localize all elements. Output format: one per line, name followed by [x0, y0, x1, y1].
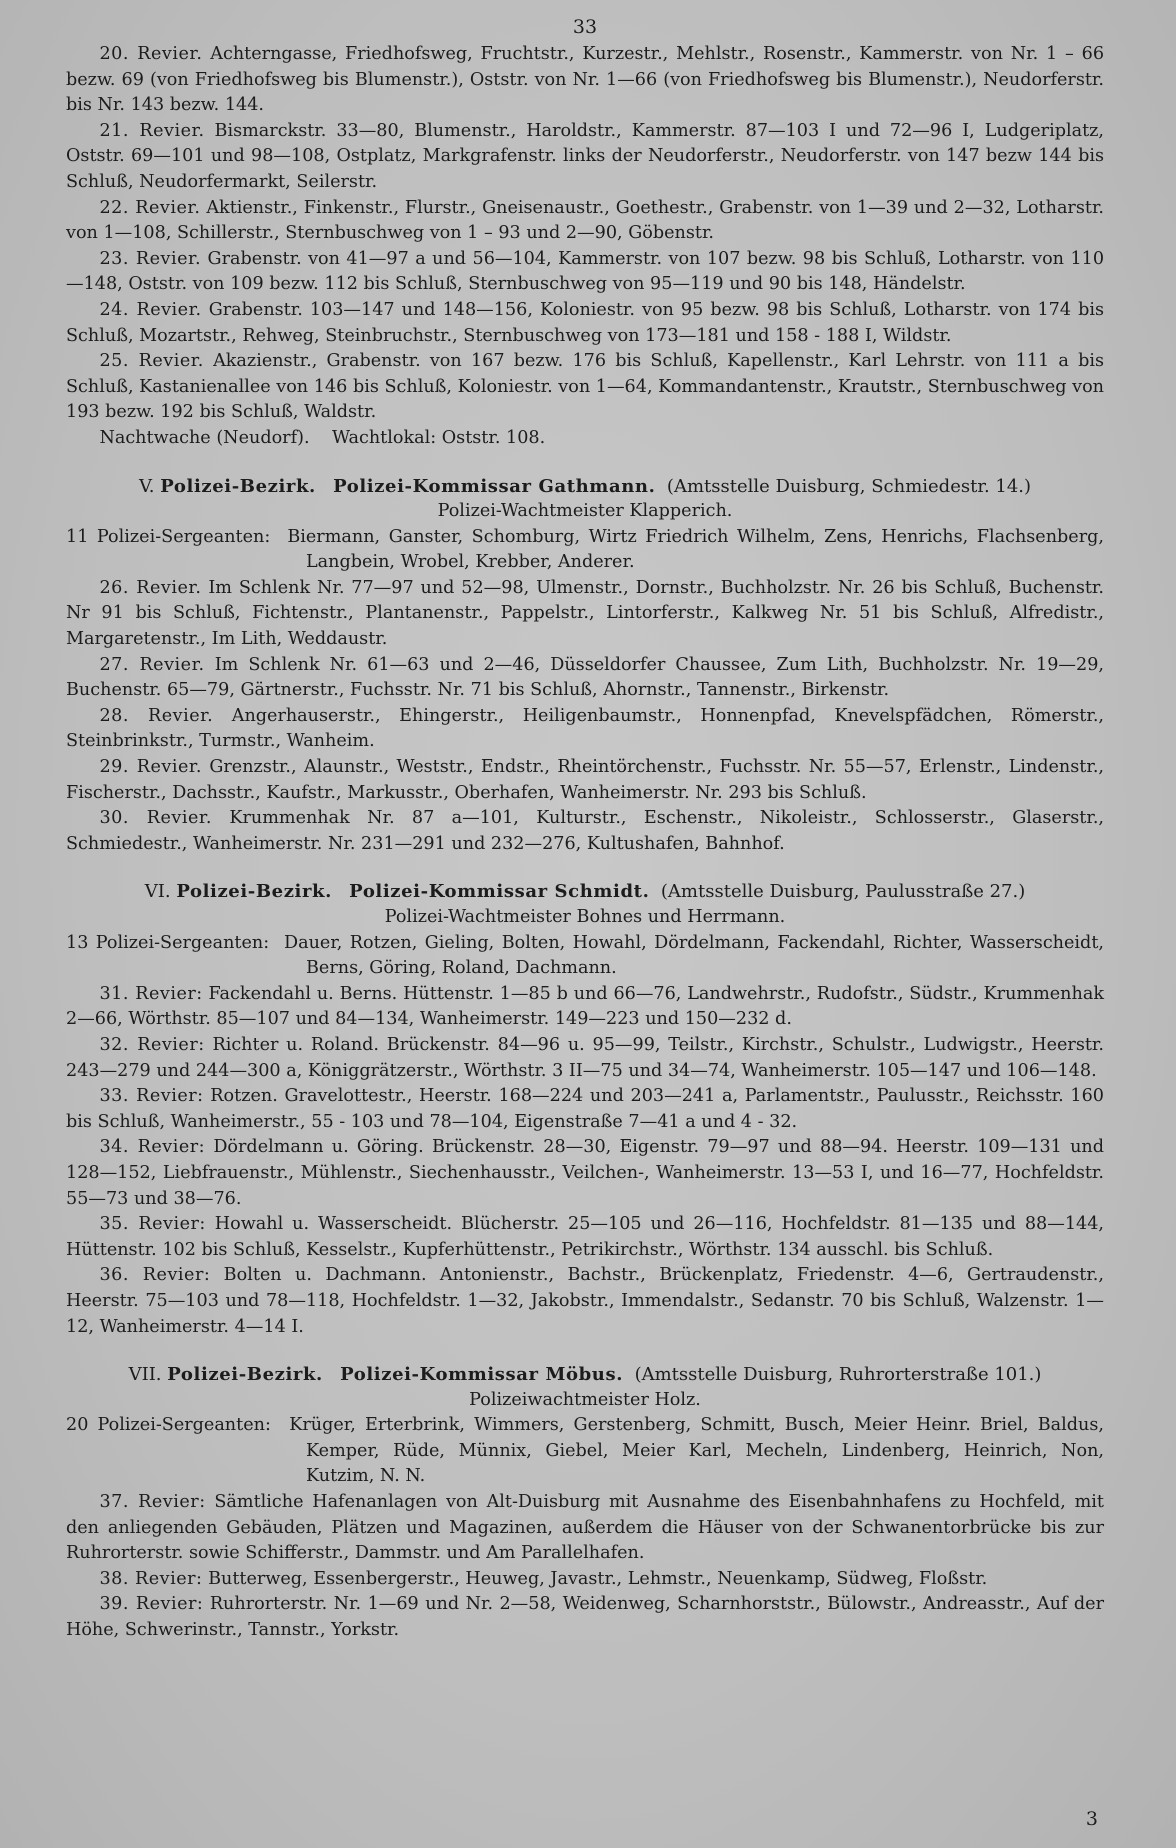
- revier-streets: Aktienstr., Finkenstr., Flurstr., Gneisenaustr., Goethestr., Grabenstr. von 1—39 und 2—32, Lotharstr. von 1—108, Schillerstr., Sternbuschweg von 1 – 93 und 2—90, Göbenstr.: [66, 197, 1105, 244]
- sergeants-list: [66, 525, 1104, 576]
- district-title: Polizei-Bezirk.: [176, 881, 332, 903]
- district-commissioner: Polizei-Kommissar Gathmann.: [333, 475, 656, 497]
- revier-entry: [66, 755, 1104, 806]
- revier-streets: Akazienstr., Grabenstr. von 167 bezw. 176 bis Schluß, Kapellenstr., Karl Lehrstr. von 111 a bis Schluß, Kastanienallee von 146 bis Schluß, Koloniestr. von 1—64, Kommandantenstr., Krautstr., Sternbuschweg von 193 bezw. 192 bis Schluß, Waldstr.: [66, 351, 1105, 423]
- revier-entry: [66, 704, 1104, 755]
- sergeants-list: [66, 1413, 1104, 1490]
- revier-entry: [66, 247, 1104, 298]
- revier-label: 21. Revier.: [99, 120, 205, 141]
- revier-streets: Im Schlenk Nr. 61—63 und 2—46, Düsseldorfer Chaussee, Zum Lith, Buchholzstr. Nr. 19—29, Buchenstr. 65—79, Gärtnerstr., Fuchsstr. Nr. 71 bis Schluß, Ahornstr., Tannenstr., Birkenstr.: [66, 654, 1105, 701]
- revier-label: 38. Revier:: [99, 1568, 203, 1589]
- sergeants-names: Krüger, Erterbrink, Wimmers, Gerstenberg, Schmitt, Busch, Meier Heinr. Briel, Baldus, Kemper, Rüde, Münnix, Giebel, Meier Karl, Mecheln, Lindenberg, Heinrich, Non, Kutzim, N. N.: [289, 1415, 1104, 1487]
- revier-streets: Bolten u. Dachmann. Antonienstr., Bachstr., Brückenplatz, Friedenstr. 4—6, Gertraudenstr., Heerstr. 75—103 und 78—118, Hochfeldstr. 1—32, Jakobstr., Immendalstr., Sedanstr. 70 bis Schluß, Walzenstr. 1—12, Wanheimerstr. 4—14 I.: [66, 1265, 1104, 1337]
- district-title: Polizei-Bezirk.: [160, 475, 316, 497]
- revier-streets: Rotzen. Gravelottestr., Heerstr. 168—224 und 203—241 a, Parlamentstr., Paulusstr., Reichsstr. 160 bis Schluß, Wanheimerstr., 55 - 103 und 78—104, Eigenstraße 7—41 a und 4 - 32.: [66, 1086, 1104, 1132]
- revier-label: 39. Revier:: [99, 1594, 204, 1615]
- revier-entry: [66, 1263, 1104, 1340]
- district-numeral: V.: [138, 475, 155, 497]
- revier-label: 34. Revier:: [99, 1137, 206, 1158]
- sergeants-label: 20 Polizei-Sergeanten:: [66, 1415, 271, 1436]
- district-office: (Amtsstelle Duisburg, Paulusstraße 27.): [660, 881, 1026, 903]
- district-office: (Amtsstelle Duisburg, Schmiedestr. 14.): [666, 475, 1032, 497]
- revier-streets: Dördelmann u. Göring. Brückenstr. 28—30, Eigenstr. 79—97 und 88—94. Heerstr. 109—131 und 128—152, Liebfrauenstr., Mühlenstr., Siechenhausstr., Veilchen-, Wanheimerstr. 13—53 I, und 16—77, Hochfeldstr. 55—73 und 38—76.: [66, 1137, 1105, 1209]
- revier-streets: Bismarckstr. 33—80, Blumenstr., Haroldstr., Kammerstr. 87—103 I und 72—96 I, Ludgeriplatz, Oststr. 69—101 und 98—108, Ostplatz, Markgrafenstr. links der Neudorferstr., Neudorferstr. von 147 bezw 144 bis Schluß, Neudorfermarkt, Seilerstr.: [66, 120, 1105, 192]
- revier-entry: [66, 1033, 1104, 1084]
- sergeant-major: Polizeiwachtmeister Holz.: [469, 1389, 701, 1410]
- revier-label: 30. Revier.: [99, 808, 212, 829]
- revier-entry: [66, 1135, 1104, 1212]
- revier-label: 25. Revier.: [99, 351, 204, 372]
- district-title: Polizei-Bezirk.: [167, 1364, 323, 1386]
- revier-entry: [66, 982, 1104, 1033]
- revier-entry: [66, 1212, 1104, 1263]
- revier-streets: Angerhauserstr., Ehingerstr., Heiligenbaumstr., Honnenpfad, Knevelspfädchen, Römerstr., Steinbrinkstr., Turmstr., Wanheim.: [66, 705, 1105, 752]
- revier-label: 22. Revier.: [99, 197, 201, 218]
- revier-streets: Howahl u. Wasserscheidt. Blücherstr. 25—105 und 26—116, Hochfeldstr. 81—135 und 88—144, Hüttenstr. 102 bis Schluß, Kesselstr., Kupferhüttenstr., Petrikirchstr., Wörthstr. 134 ausschl. bis Schluß.: [66, 1214, 1104, 1260]
- revier-label: 26. Revier.: [99, 577, 202, 598]
- revier-entry: [66, 298, 1104, 349]
- revier-entry: [66, 576, 1104, 653]
- revier-entry: [66, 1490, 1104, 1567]
- district-commissioner: Polizei-Kommissar Möbus.: [340, 1364, 624, 1386]
- sergeants-label: 13 Polizei-Sergeanten:: [66, 932, 270, 953]
- district-v-section: [66, 474, 1104, 858]
- night-watch-entry: [66, 426, 1104, 452]
- revier-label: 37. Revier:: [99, 1492, 206, 1513]
- district-commissioner: Polizei-Kommissar Schmidt.: [349, 881, 650, 903]
- page-number: 33: [572, 16, 598, 38]
- revier-entry: [66, 1084, 1104, 1135]
- district-heading: [66, 1362, 1104, 1388]
- revier-label: 29. Revier.: [99, 757, 202, 778]
- night-watch-label: Nachtwache (Neudorf).: [99, 427, 310, 448]
- district-numeral: VI.: [144, 881, 171, 903]
- document-body: [66, 42, 1104, 1644]
- revier-entry: [66, 42, 1104, 119]
- sergeants-list: [66, 931, 1104, 982]
- night-watch-location: Wachtlokal: Oststr. 108.: [331, 427, 546, 448]
- revier-label: 23. Revier.: [99, 248, 202, 269]
- revier-streets: Sämtliche Hafenanlagen von Alt-Duisburg mit Ausnahme des Eisenbahnhafens zu Hochfeld, mit den anliegenden Gebäuden, Plätzen und Magazinen, außerdem die Häuser von der Schwanentorbrücke bis zur Ruhrorterstr. sowie Schifferstr., Dammstr. und Am Parallelhafen.: [66, 1492, 1104, 1564]
- revier-label: 32. Revier:: [99, 1034, 205, 1055]
- revier-streets: Fackendahl u. Berns. Hüttenstr. 1—85 b und 66—76, Landwehrstr., Rudofstr., Südstr., Krummenhak 2—66, Wörthstr. 85—107 und 84—134, Wanheimerstr. 149—223 und 150—232 d.: [66, 983, 1104, 1030]
- revier-label: 20. Revier.: [99, 44, 203, 64]
- revier-label: 36. Revier:: [99, 1265, 211, 1286]
- revier-streets: Grabenstr. 103—147 und 148—156, Koloniestr. von 95 bezw. 98 bis Schluß, Lotharstr. von 174 bis Schluß, Mozartstr., Rehweg, Steinbruchstr., Sternbuschweg von 173—181 und 158 - 188 I, Wildstr.: [66, 299, 1104, 346]
- revier-streets: Krummenhak Nr. 87 a—101, Kulturstr., Eschenstr., Nikoleistr., Schlosserstr., Glaserstr., Schmiedestr., Wanheimerstr. Nr. 231—291 und 232—276, Kultushafen, Bahnhof.: [66, 808, 1105, 854]
- sergeant-major: Polizei-Wachtmeister Klapperich.: [437, 501, 733, 522]
- revier-entry: [66, 1592, 1104, 1643]
- sergeants-names: Dauer, Rotzen, Gieling, Bolten, Howahl, Dördelmann, Fackendahl, Richter, Wasserscheidt, Berns, Göring, Roland, Dachmann.: [283, 932, 1104, 979]
- revier-label: 31. Revier:: [99, 983, 203, 1004]
- revier-entry: [66, 653, 1104, 704]
- revier-label: 35. Revier:: [99, 1214, 206, 1235]
- revier-streets: Im Schlenk Nr. 77—97 und 52—98, Ulmenstr., Dornstr., Buchholzstr. Nr. 26 bis Schluß, Buchenstr. Nr 91 bis Schluß, Fichtenstr., Plantanenstr., Pappelstr., Lintorferstr., Kalkweg Nr. 51 bis Schluß, Alfredistr., Margaretenstr., Im Lith, Weddaustr.: [66, 577, 1105, 650]
- revier-entry: [66, 196, 1104, 247]
- revier-streets: Achterngasse, Friedhofsweg, Fruchtstr., Kurzestr., Mehlstr., Rosenstr., Kammerstr. von Nr. 1 – 66 bezw. 69 (von Friedhofsweg bis Blumenstr.), Oststr. von Nr. 1—66 (von Friedhofsweg bis Blumenstr.), Neudorferstr. bis Nr. 143 bezw. 144.: [66, 44, 1105, 116]
- sergeant-major: Polizei-Wachtmeister Bohnes und Herrmann.: [384, 907, 786, 927]
- revier-label: 24. Revier.: [99, 299, 202, 320]
- district-vi-section: [66, 879, 1104, 1340]
- district-office: (Amtsstelle Duisburg, Ruhrorterstraße 101.): [634, 1364, 1042, 1386]
- revier-entry: [66, 1567, 1104, 1593]
- sergeants-label: 11 Polizei-Sergeanten:: [66, 526, 271, 547]
- footer-signature-number: 3: [1085, 1808, 1098, 1830]
- district-vii-section: [66, 1362, 1104, 1644]
- revier-label: 33. Revier:: [99, 1086, 204, 1107]
- revier-streets: Grabenstr. von 41—97 a und 56—104, Kammerstr. von 107 bezw. 98 bis Schluß, Lotharstr. von 110—148, Oststr. von 109 bezw. 112 bis Schluß, Sternbuschweg von 95—119 und 90 bis 148, Händelstr.: [66, 248, 1105, 295]
- district-numeral: VII.: [128, 1364, 162, 1386]
- district-heading: [66, 474, 1104, 500]
- revier-entry: [66, 806, 1104, 857]
- revier-streets: Butterweg, Essenbergerstr., Heuweg, Javastr., Lehmstr., Neuenkamp, Südweg, Floßstr.: [208, 1568, 988, 1589]
- sergeants-names: Biermann, Ganster, Schomburg, Wirtz Friedrich Wilhelm, Zens, Henrichs, Flachsenberg, Langbein, Wrobel, Krebber, Anderer.: [287, 526, 1104, 573]
- revier-label: 27. Revier.: [99, 654, 205, 675]
- revier-streets: Richter u. Roland. Brückenstr. 84—96 u. 95—99, Teilstr., Kirchstr., Schulstr., Ludwigstr., Heerstr. 243—279 und 244—300 a, Königgrätzerstr., Wörthstr. 3 II—75 und 34—74, Wanheimerstr. 105—147 und 106—148.: [66, 1034, 1104, 1081]
- section-iv-reviere: [66, 42, 1104, 452]
- revier-entry: [66, 119, 1104, 196]
- revier-streets: Ruhrorterstr. Nr. 1—69 und Nr. 2—58, Weidenweg, Scharnhorststr., Bülowstr., Andreasstr., Auf der Höhe, Schwerinstr., Tannstr., Yorkstr.: [66, 1594, 1104, 1641]
- revier-label: 28. Revier.: [99, 705, 214, 726]
- revier-entry: [66, 349, 1104, 426]
- revier-streets: Grenzstr., Alaunstr., Weststr., Endstr., Rheintörchenstr., Fuchsstr. Nr. 55—57, Erlenstr., Lindenstr., Fischerstr., Dachsstr., Kaufstr., Markusstr., Oberhafen, Wanheimerstr. Nr. 293 bis Schluß.: [66, 757, 1105, 803]
- district-heading: [66, 879, 1104, 905]
